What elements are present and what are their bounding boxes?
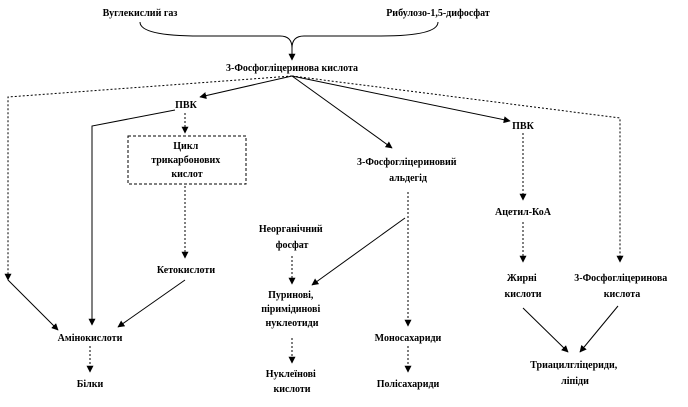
node-inorganic-phosphate: Неорганічний фосфат xyxy=(258,224,323,251)
brace-right xyxy=(292,22,438,48)
node-krebs-cycle: Цикл трикарбонових кислот xyxy=(151,141,221,180)
edge-pga-to-pvk-left xyxy=(200,76,292,97)
edge-pga-to-pga-right xyxy=(292,76,620,262)
node-pvk-right: ПВК xyxy=(512,121,534,132)
node-nucleic-acids: Нуклеїнові кислоти xyxy=(265,369,316,395)
node-ketoacids: Кетокислоти xyxy=(156,265,216,276)
node-co2: Вуглекислий газ xyxy=(102,8,178,19)
node-proteins: Білки xyxy=(76,379,104,390)
edge-pgald-to-purine xyxy=(312,218,405,285)
node-3-pga-aldehyde: 3-Фосфогліцериновий альдегід xyxy=(356,157,457,184)
brace-left xyxy=(140,22,292,48)
node-3-pga-top: 3-Фосфогліцеринова кислота xyxy=(226,63,358,74)
node-purine-pyrimidine-nucleotides: Пуринові, піримідинові нуклеотиди xyxy=(261,290,321,329)
node-ribulose-bisphosphate: Рибулозо-1,5-дифосфат xyxy=(386,8,490,19)
edge-ketoacids-to-amino xyxy=(118,280,185,327)
node-monosaccharides: Моносахариди xyxy=(374,333,442,344)
node-triacylglycerides-lipids: Триацилгліцериди, ліпіди xyxy=(530,360,618,387)
node-fatty-acids: Жирні кислоти xyxy=(504,273,542,300)
node-amino-acids: Амінокислоти xyxy=(57,333,123,344)
node-acetyl-coa: Ацетил-КоА xyxy=(494,207,552,218)
node-pvk-left: ПВК xyxy=(175,100,197,111)
edge-pga-to-amino-far-left xyxy=(8,76,292,280)
node-polysaccharides: Полісахариди xyxy=(376,379,440,390)
node-3-pga-right: 3-Фосфогліцеринова кислота xyxy=(574,273,668,300)
edge-fatty-to-tag xyxy=(523,308,568,352)
edge-pvk-to-amino xyxy=(92,110,175,325)
edge-pga-right-to-tag xyxy=(580,306,618,352)
edge-far-left-to-amino xyxy=(8,280,58,330)
edge-pga-to-pvk-right xyxy=(292,76,510,121)
